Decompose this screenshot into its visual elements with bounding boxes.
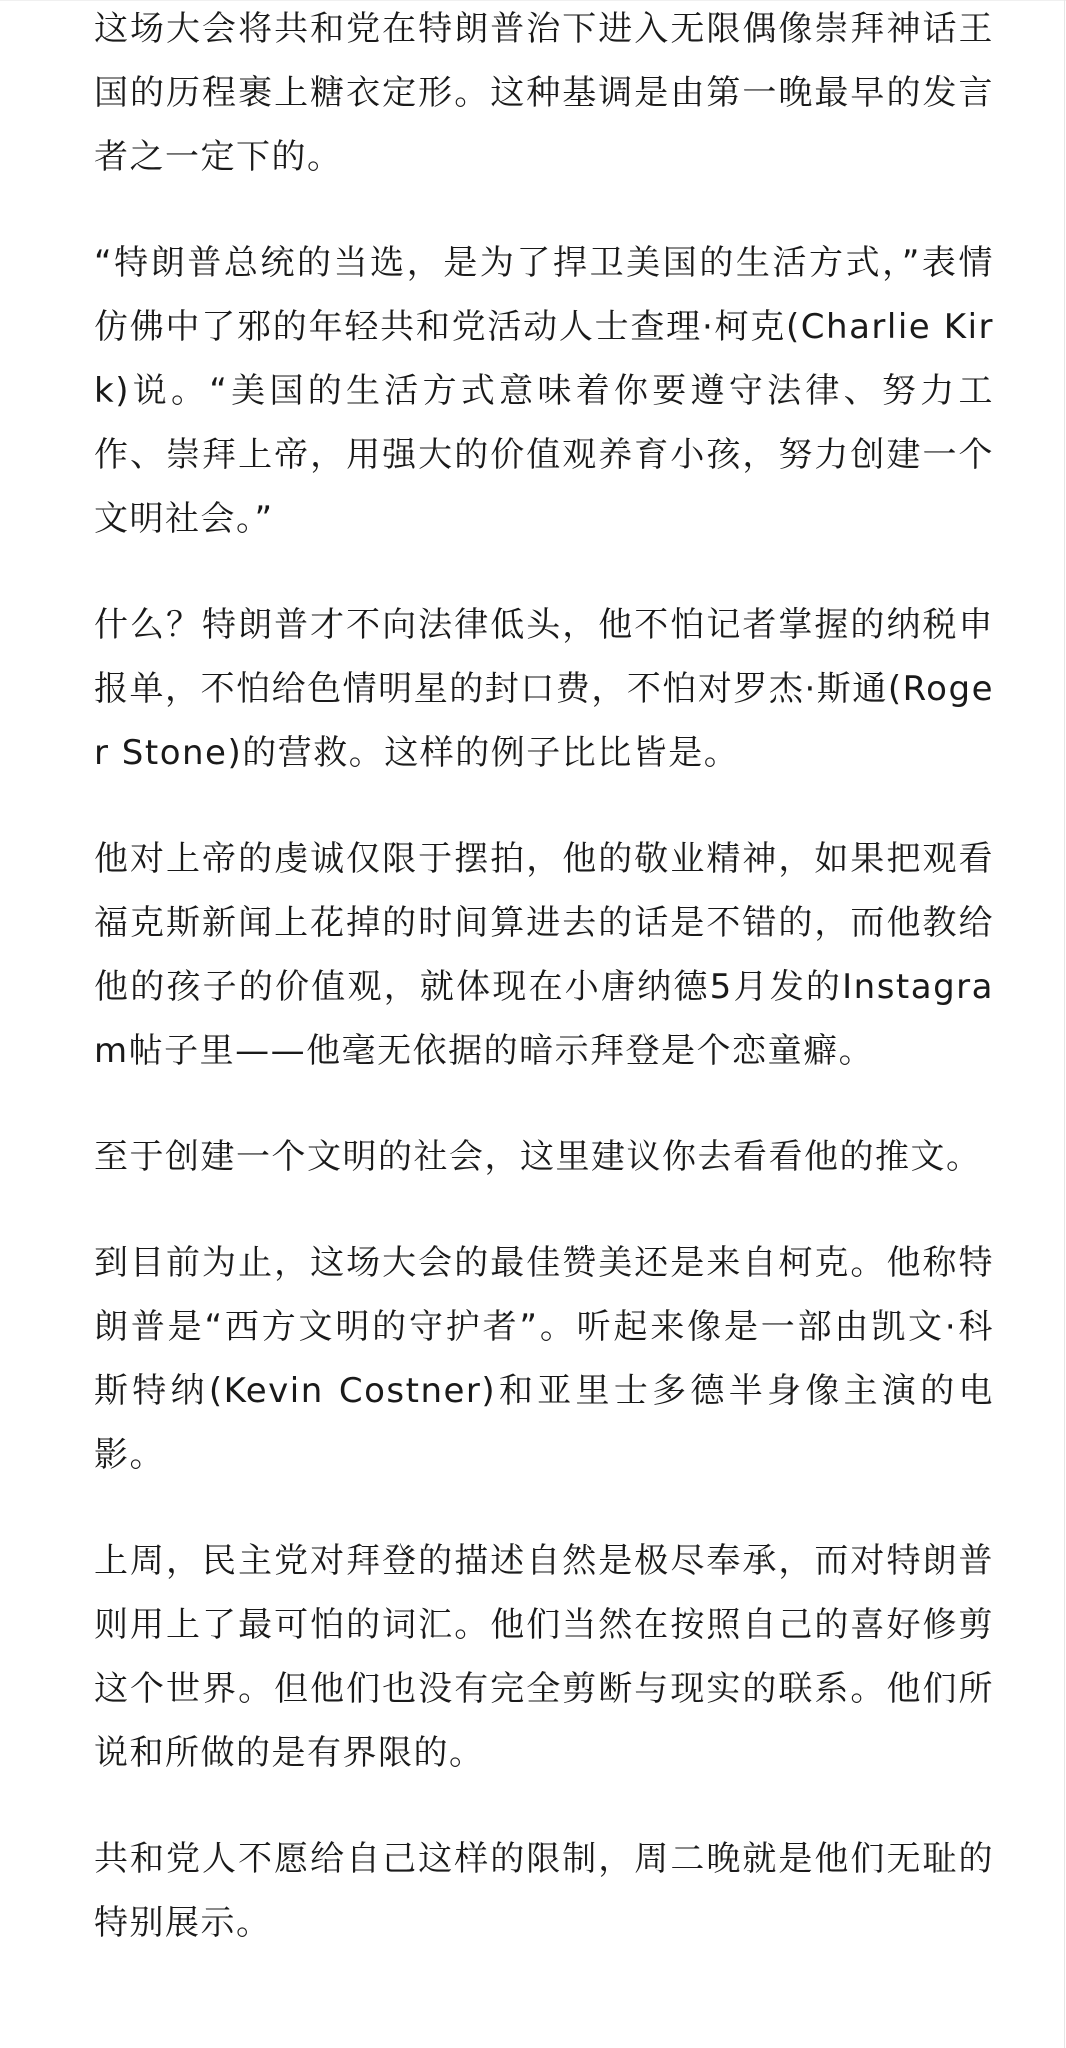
paragraph-4: 他对上帝的虔诚仅限于摆拍，他的敬业精神，如果把观看福克斯新闻上花掉的时间算进去的话是不错的，而他教给他的孩子的价值观，就体现在小唐纳德5月发的Instagram帖子里——他毫无依据的暗示拜登是个恋童癖。 xyxy=(94,839,994,1071)
paragraph-1: 这场大会将共和党在特朗普治下进入无限偶像崇拜神话王国的历程裹上糖衣定形。这种基调是由第一晚最早的发言者之一定下的。 xyxy=(94,9,994,177)
paragraph-6: 到目前为止，这场大会的最佳赞美还是来自柯克。他称特朗普是“西方文明的守护者”。听起来像是一部由凯文·科斯特纳(Kevin Costner)和亚里士多德半身像主演的电影。 xyxy=(94,1243,994,1475)
right-edge-line xyxy=(1064,0,1065,2048)
paragraph-2: “特朗普总统的当选，是为了捍卫美国的生活方式，”表情仿佛中了邪的年轻共和党活动人士查理·柯克(Charlie Kirk)说。“美国的生活方式意味着你要遵守法律、努力工作、崇拜上帝，用强大的价值观养育小孩，努力创建一个文明社会。” xyxy=(94,243,994,539)
paragraph-7: 上周，民主党对拜登的描述自然是极尽奉承，而对特朗普则用上了最可怕的词汇。他们当然在按照自己的喜好修剪这个世界。但他们也没有完全剪断与现实的联系。他们所说和所做的是有界限的。 xyxy=(94,1541,994,1773)
paragraph-3: 什么？特朗普才不向法律低头，他不怕记者掌握的纳税申报单，不怕给色情明星的封口费，不怕对罗杰·斯通(Roger Stone)的营救。这样的例子比比皆是。 xyxy=(94,605,994,773)
paragraph-8: 共和党人不愿给自己这样的限制，周二晚就是他们无耻的特别展示。 xyxy=(94,1839,994,1943)
paragraph-5: 至于创建一个文明的社会，这里建议你去看看他的推文。 xyxy=(94,1137,982,1177)
article-body xyxy=(94,0,994,1997)
